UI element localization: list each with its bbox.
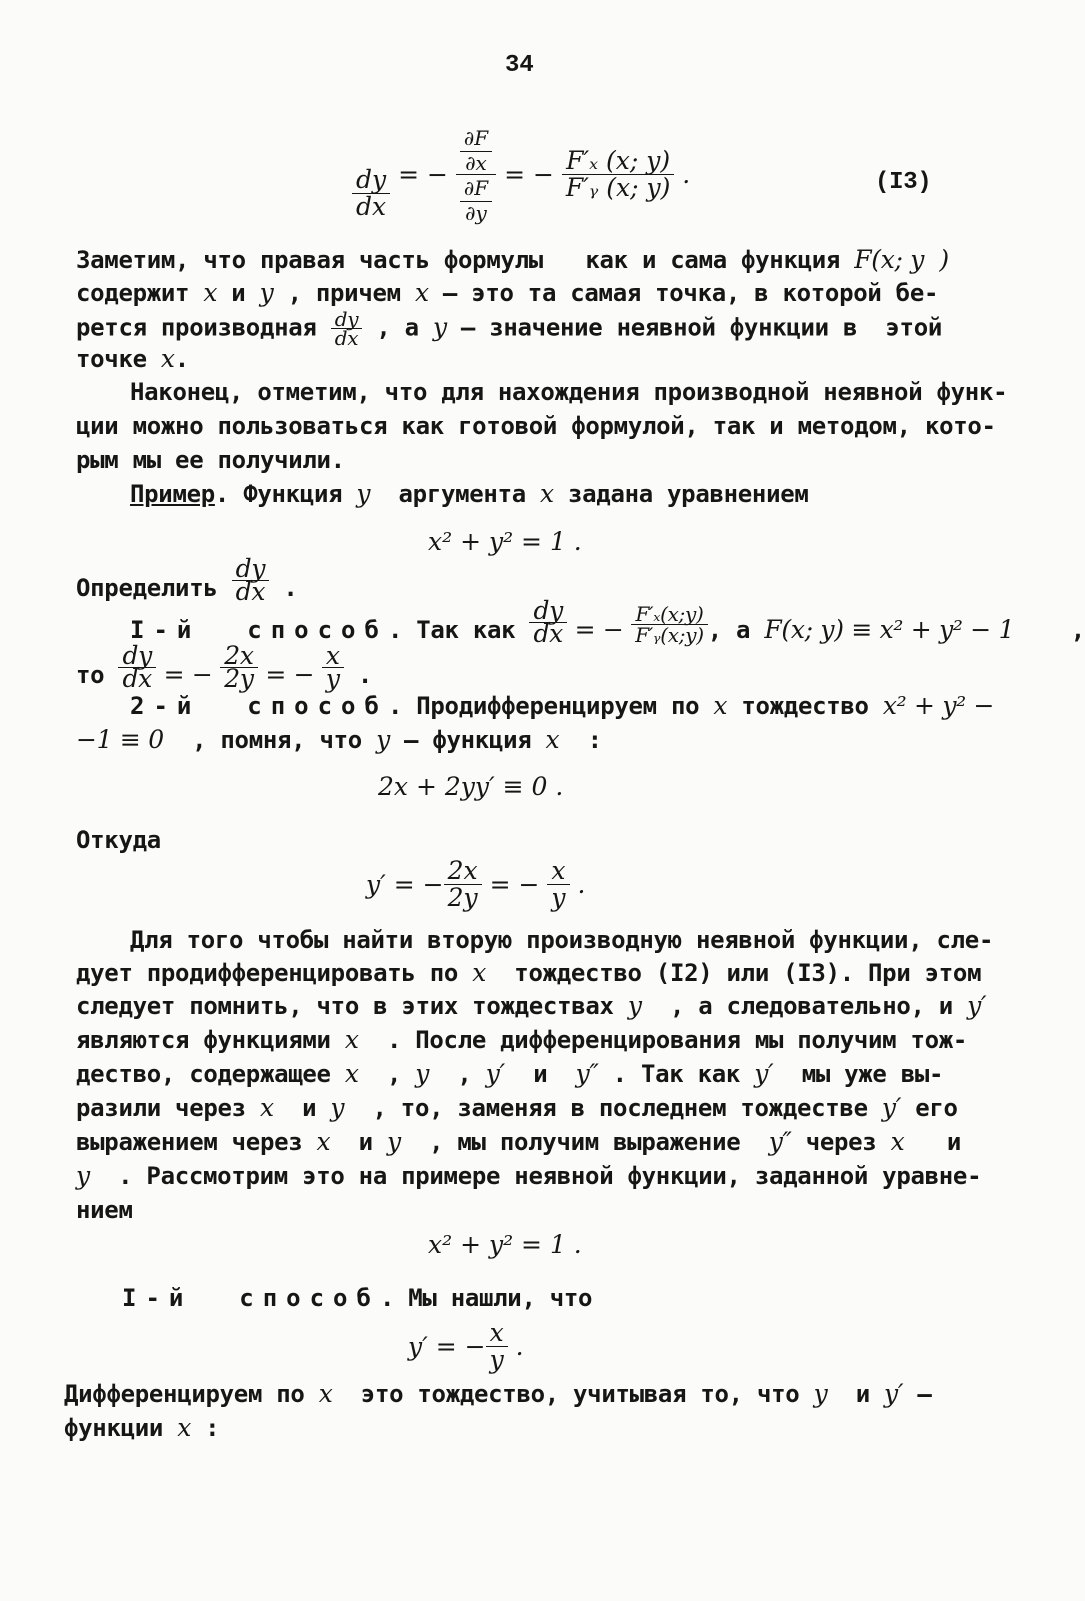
formula-13-lhs: $\frac{dy}{dx}$ bbox=[352, 167, 390, 220]
para3-line8: y . Рассмотрим это на примере неявной функции, заданной уравне- bbox=[76, 1161, 982, 1190]
method1-line: I-й способ. Так как $\frac{dy}{dx}$ = − $\frac{\text{F′ₓ(x;y)}}{\text{F′ᵧ(x;y)}}$ , а F(x; y) ≡ x² + y² − 1 , bbox=[130, 596, 1085, 648]
yprime-equation: y′ = − $\frac{x}{y}$ . bbox=[408, 1318, 524, 1374]
method1b-text-line2: функции x : bbox=[64, 1413, 220, 1442]
formula-13-tag: (I3) bbox=[875, 169, 932, 196]
define-line: Определить $\frac{dy}{dx}$ . bbox=[76, 554, 298, 606]
page-number: 34 bbox=[505, 52, 534, 79]
para3-line9: нием bbox=[76, 1196, 133, 1224]
method1-result-line: то $\frac{dy}{dx}$ = − $\frac{2x}{2y}$ = − $\frac{x}{y}$ . bbox=[76, 641, 373, 693]
para2-line3: рым мы ее получили. bbox=[76, 446, 345, 474]
para3-line5: дество, содержащее x , y , y′ и y″ . Так как y′ мы уже вы- bbox=[76, 1059, 944, 1088]
example-line1: Пример. Функция y аргумента x задана уравнением bbox=[130, 479, 809, 508]
circle-equation: x² + y² = 1 . bbox=[428, 1230, 582, 1259]
formula-13-rhs: $\frac{\text{F′ₓ (x; y)}}{\text{F′ᵧ (x; y)}}$ bbox=[562, 148, 674, 201]
para3-line1: Для того чтобы найти вторую производную неявной функции, сле- bbox=[130, 926, 994, 954]
example-label: Пример bbox=[130, 480, 215, 508]
para3-line7: выражением через x и y , мы получим выражение y″ через x и bbox=[76, 1127, 962, 1156]
para2-line1: Наконец, отметим, что для нахождения производной неявной функ- bbox=[130, 378, 1008, 406]
method1b-text-line1: Дифференцируем по x это тождество, учитывая то, что y и y′ – bbox=[64, 1379, 932, 1408]
method2-line1: 2-й способ. Продифференцируем по x тождество x² + y² − bbox=[130, 691, 995, 720]
para1-line4: точке x. bbox=[76, 344, 189, 373]
para3-line4: являются функциями x . После дифференцирования мы получим тож- bbox=[76, 1025, 968, 1054]
para2-line2: ции можно пользоваться как готовой формулой, так и методом, кото- bbox=[76, 412, 996, 440]
para3-line2: дует продифференцировать по x тождество (I2) или (I3). При этом bbox=[76, 958, 982, 987]
para1-line2: содержит x и y , причем x – это та самая точка, в которой бе- bbox=[76, 278, 939, 307]
example-equation: x² + y² = 1 . bbox=[428, 527, 582, 556]
whence-label: Откуда bbox=[76, 826, 161, 854]
para1-line3: рется производная $\frac{dy}{dx}$ , а y – значение неявной функции в этой bbox=[76, 307, 943, 350]
method2-line2: −1 ≡ 0 , помня, что y – функция x : bbox=[76, 725, 602, 754]
para3-line3: следует помнить, что в этих тождествах y , а следовательно, и y′ bbox=[76, 991, 987, 1020]
para3-line6: разили через x и y , то, заменяя в последнем тождестве y′ его bbox=[76, 1093, 958, 1122]
formula-13-partial-ratio: $\frac{\frac{\partial F}{\partial x}}{\frac{\partial F}{\partial y}}$ bbox=[456, 125, 496, 224]
formula-13: $\frac{dy}{dx}$ = − $\frac{\frac{\partial F}{\partial x}}{\frac{\partial F}{\partial y}}$ = − $\frac{\text{F′ₓ (x; y)}}{\text{F′ᵧ (x; y)}}$ . bbox=[352, 125, 690, 224]
para1-line1: Заметим, что правая часть формулы как и сама функция F(x; y ) bbox=[76, 245, 949, 274]
identity-equation: 2x + 2yy′ ≡ 0 . bbox=[378, 772, 564, 801]
derivative-equation: y′ = − $\frac{2x}{2y}$ = − $\frac{x}{y}$ . bbox=[366, 856, 586, 912]
method1b-line: I-й способ. Мы нашли, что bbox=[122, 1284, 593, 1312]
